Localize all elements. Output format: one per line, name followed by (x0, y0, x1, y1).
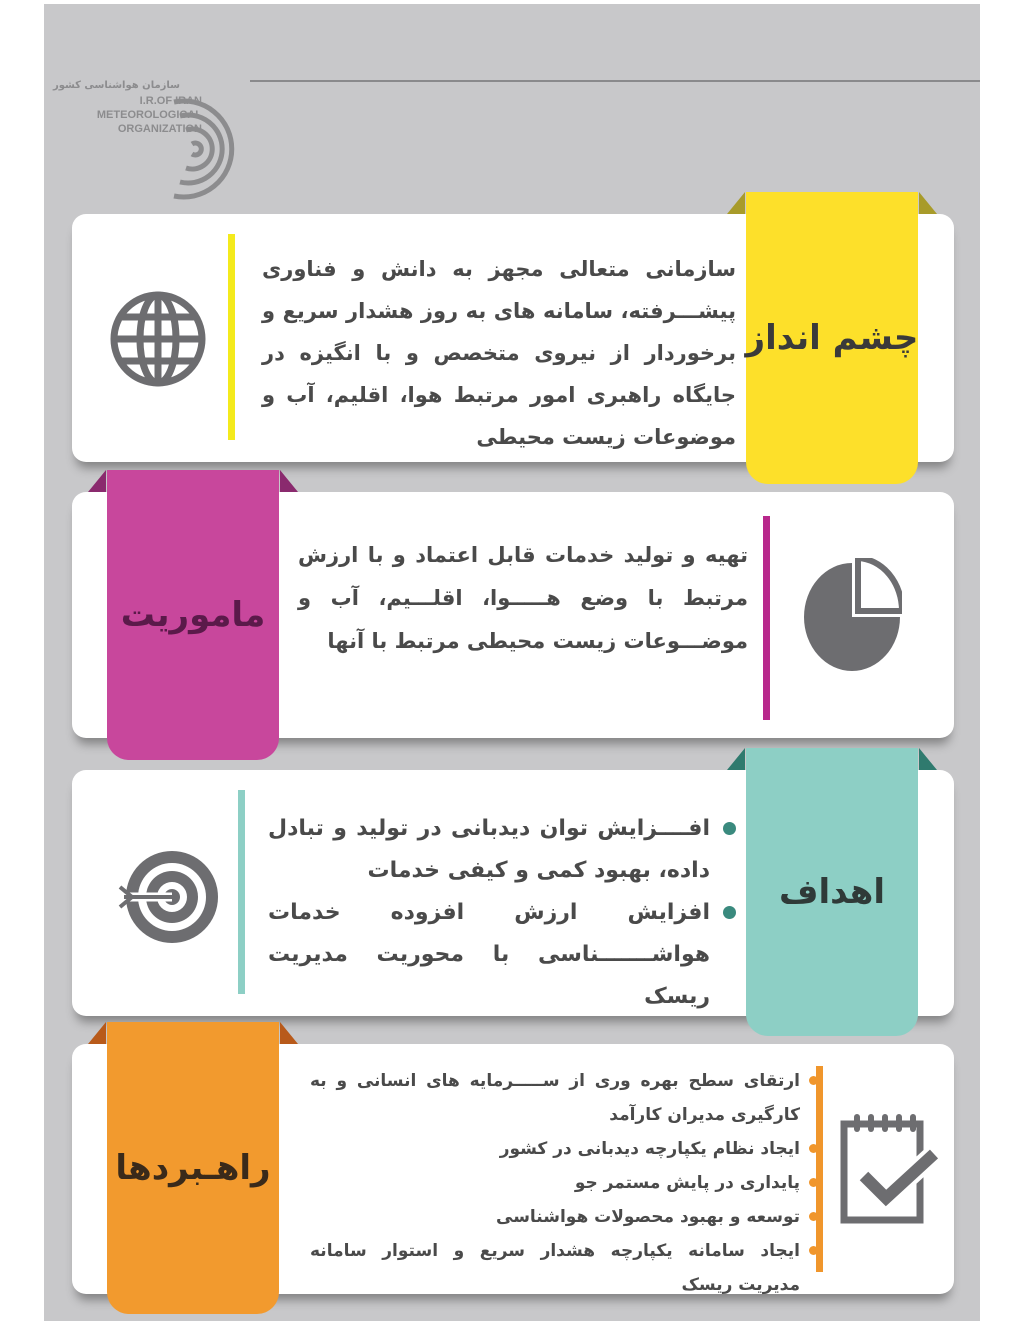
logo-line-1: I.R.OF IRAN (139, 95, 202, 107)
pie-chart-icon (802, 558, 902, 680)
strategies-ribbon-flap (88, 1022, 106, 1044)
vision-title-ribbon (746, 192, 918, 484)
vision-ribbon-flap-right (919, 192, 937, 214)
goals-ribbon-flap-right (919, 748, 937, 770)
infographic-poster (44, 4, 980, 1321)
list-item: توسعه و بهبود محصولات هواشناسی (310, 1200, 818, 1234)
list-item: افــــزایش توان دیدبانی در تولید و تبادل داده، بهبود کمی و کیفی خدمات (268, 808, 736, 892)
strategies-list (310, 1064, 818, 1302)
mission-accent-bar (763, 516, 770, 720)
strategies-accent-bar (816, 1066, 823, 1272)
strategies-ribbon-flap-right (280, 1022, 298, 1044)
globe-icon (110, 284, 206, 398)
goals-accent-bar (238, 790, 245, 994)
list-item: ایجاد نظام یکپارچه دیدبانی در کشور (310, 1132, 818, 1166)
logo-emblem-icon (166, 92, 242, 206)
list-item: ارتقای سطح بهره وری از ســـــرمایه های انسانی و به کارگیری مدیران کارآمد (310, 1064, 818, 1132)
vision-accent-bar (228, 234, 235, 440)
organization-logo (52, 74, 250, 214)
strategies-title: راهـبردها (115, 1148, 271, 1188)
list-item: افزایش ارزش افزوده خدمات هواشـــــــناسی با محوریت مدیریت ریسک (268, 892, 736, 1018)
vision-ribbon-flap (727, 192, 745, 214)
list-item: ایجاد سامانه یکپارچه هشدار سریع و استوار سامانه مدیریت ریسک (310, 1234, 818, 1302)
goals-ribbon-flap (727, 748, 745, 770)
vision-title: چشم انداز (745, 318, 919, 358)
goals-title: اهداف (778, 872, 886, 912)
goals-title-ribbon (746, 748, 918, 1036)
logo-line-3: ORGANIZATION (117, 123, 202, 135)
list-item: پایداری در پایش مستمر جو (310, 1166, 818, 1200)
logo-line-2: METEOROLOGICAL (96, 109, 202, 121)
mission-title-ribbon (107, 470, 279, 760)
vision-text: سازمانی متعالی مجهز به دانش و فناوری پیشـــرفته، سامانه های به روز هشدار سریع و برخوردار از نیروی متخصص و با انگیزه در جایگاه راهبری امور مرتبط هوا، اقلیم، آب و موضوعات زیست محیطی (262, 257, 736, 449)
strategies-title-ribbon (107, 1022, 279, 1314)
mission-ribbon-flap (88, 470, 106, 492)
goals-list (268, 808, 736, 1018)
mission-text: تهیه و تولید خدمات قابل اعتماد و با ارزش مرتبط با وضع هـــــوا، اقلـــیم، آب و موضـــوعات زیست محیطی مرتبط با آنها (298, 543, 748, 653)
header-divider (250, 80, 980, 82)
mission-ribbon-flap-right (280, 470, 298, 492)
logo-name-fa: سازمان هواشناسی کشور (52, 80, 180, 91)
mission-title: ماموریت (120, 595, 266, 635)
checklist-icon (836, 1110, 940, 1232)
target-icon (118, 840, 222, 958)
